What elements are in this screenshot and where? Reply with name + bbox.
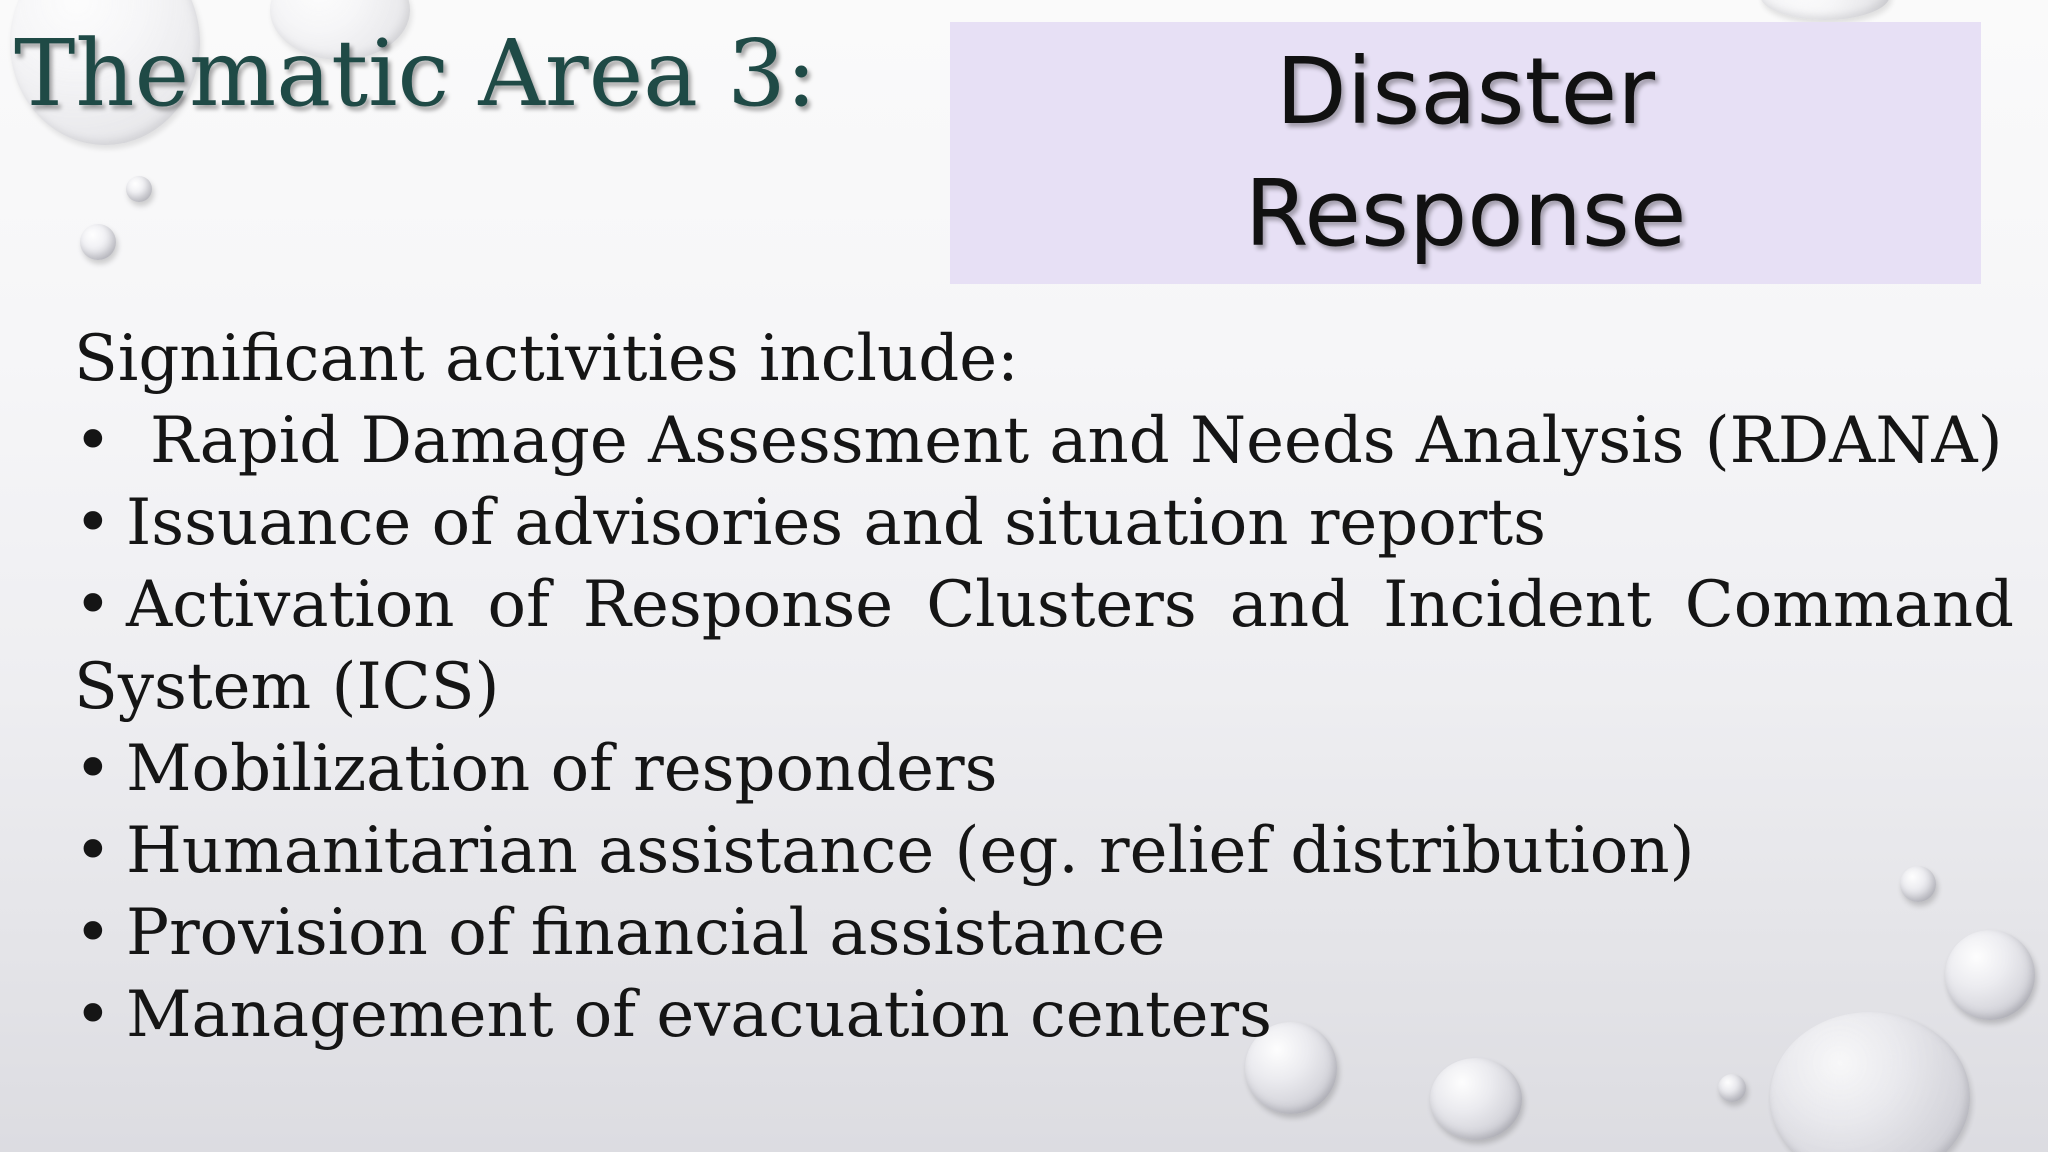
list-item-text: Mobilization of responders [126,732,998,806]
list-item [74,810,2014,892]
list-item-text: Humanitarian assistance (eg. relief distribution) [126,814,1695,888]
bullet-icon: • [74,978,112,1052]
list-item-text: Rapid Damage Assessment and Needs Analysis (RDANA) [150,404,2003,478]
bullet-icon: • [74,896,112,970]
bullet-icon: • [74,814,112,888]
activity-list [74,400,2014,1056]
slide-title: Thematic Area 3: [14,20,817,127]
bullet-icon: • [74,568,112,642]
list-item [74,400,2014,482]
water-droplet-icon [126,176,152,202]
list-item [74,892,2014,974]
water-droplet-icon [1430,1058,1522,1140]
water-droplet-icon [1760,0,1890,20]
intro-text: Significant activities include: [74,322,1019,396]
list-item [74,564,2014,728]
list-item-text: Provision of financial assistance [126,896,1166,970]
list-item [74,482,2014,564]
list-item-text: Management of evacuation centers [126,978,1272,1052]
water-droplet-icon [80,224,116,260]
title-box-text: Disaster Response [1244,38,1687,267]
bullet-icon: • [74,486,112,560]
bullet-icon: • [74,404,112,478]
list-item [74,728,2014,810]
content-body [74,318,2014,1056]
title-box [950,22,1981,284]
water-droplet-icon [1718,1074,1746,1102]
list-item-text: Issuance of advisories and situation reports [126,486,1546,560]
list-item [74,974,2014,1056]
list-item-text: Activation of Response Clusters and Incident Command System (ICS) [74,568,2014,724]
bullet-icon: • [74,732,112,806]
